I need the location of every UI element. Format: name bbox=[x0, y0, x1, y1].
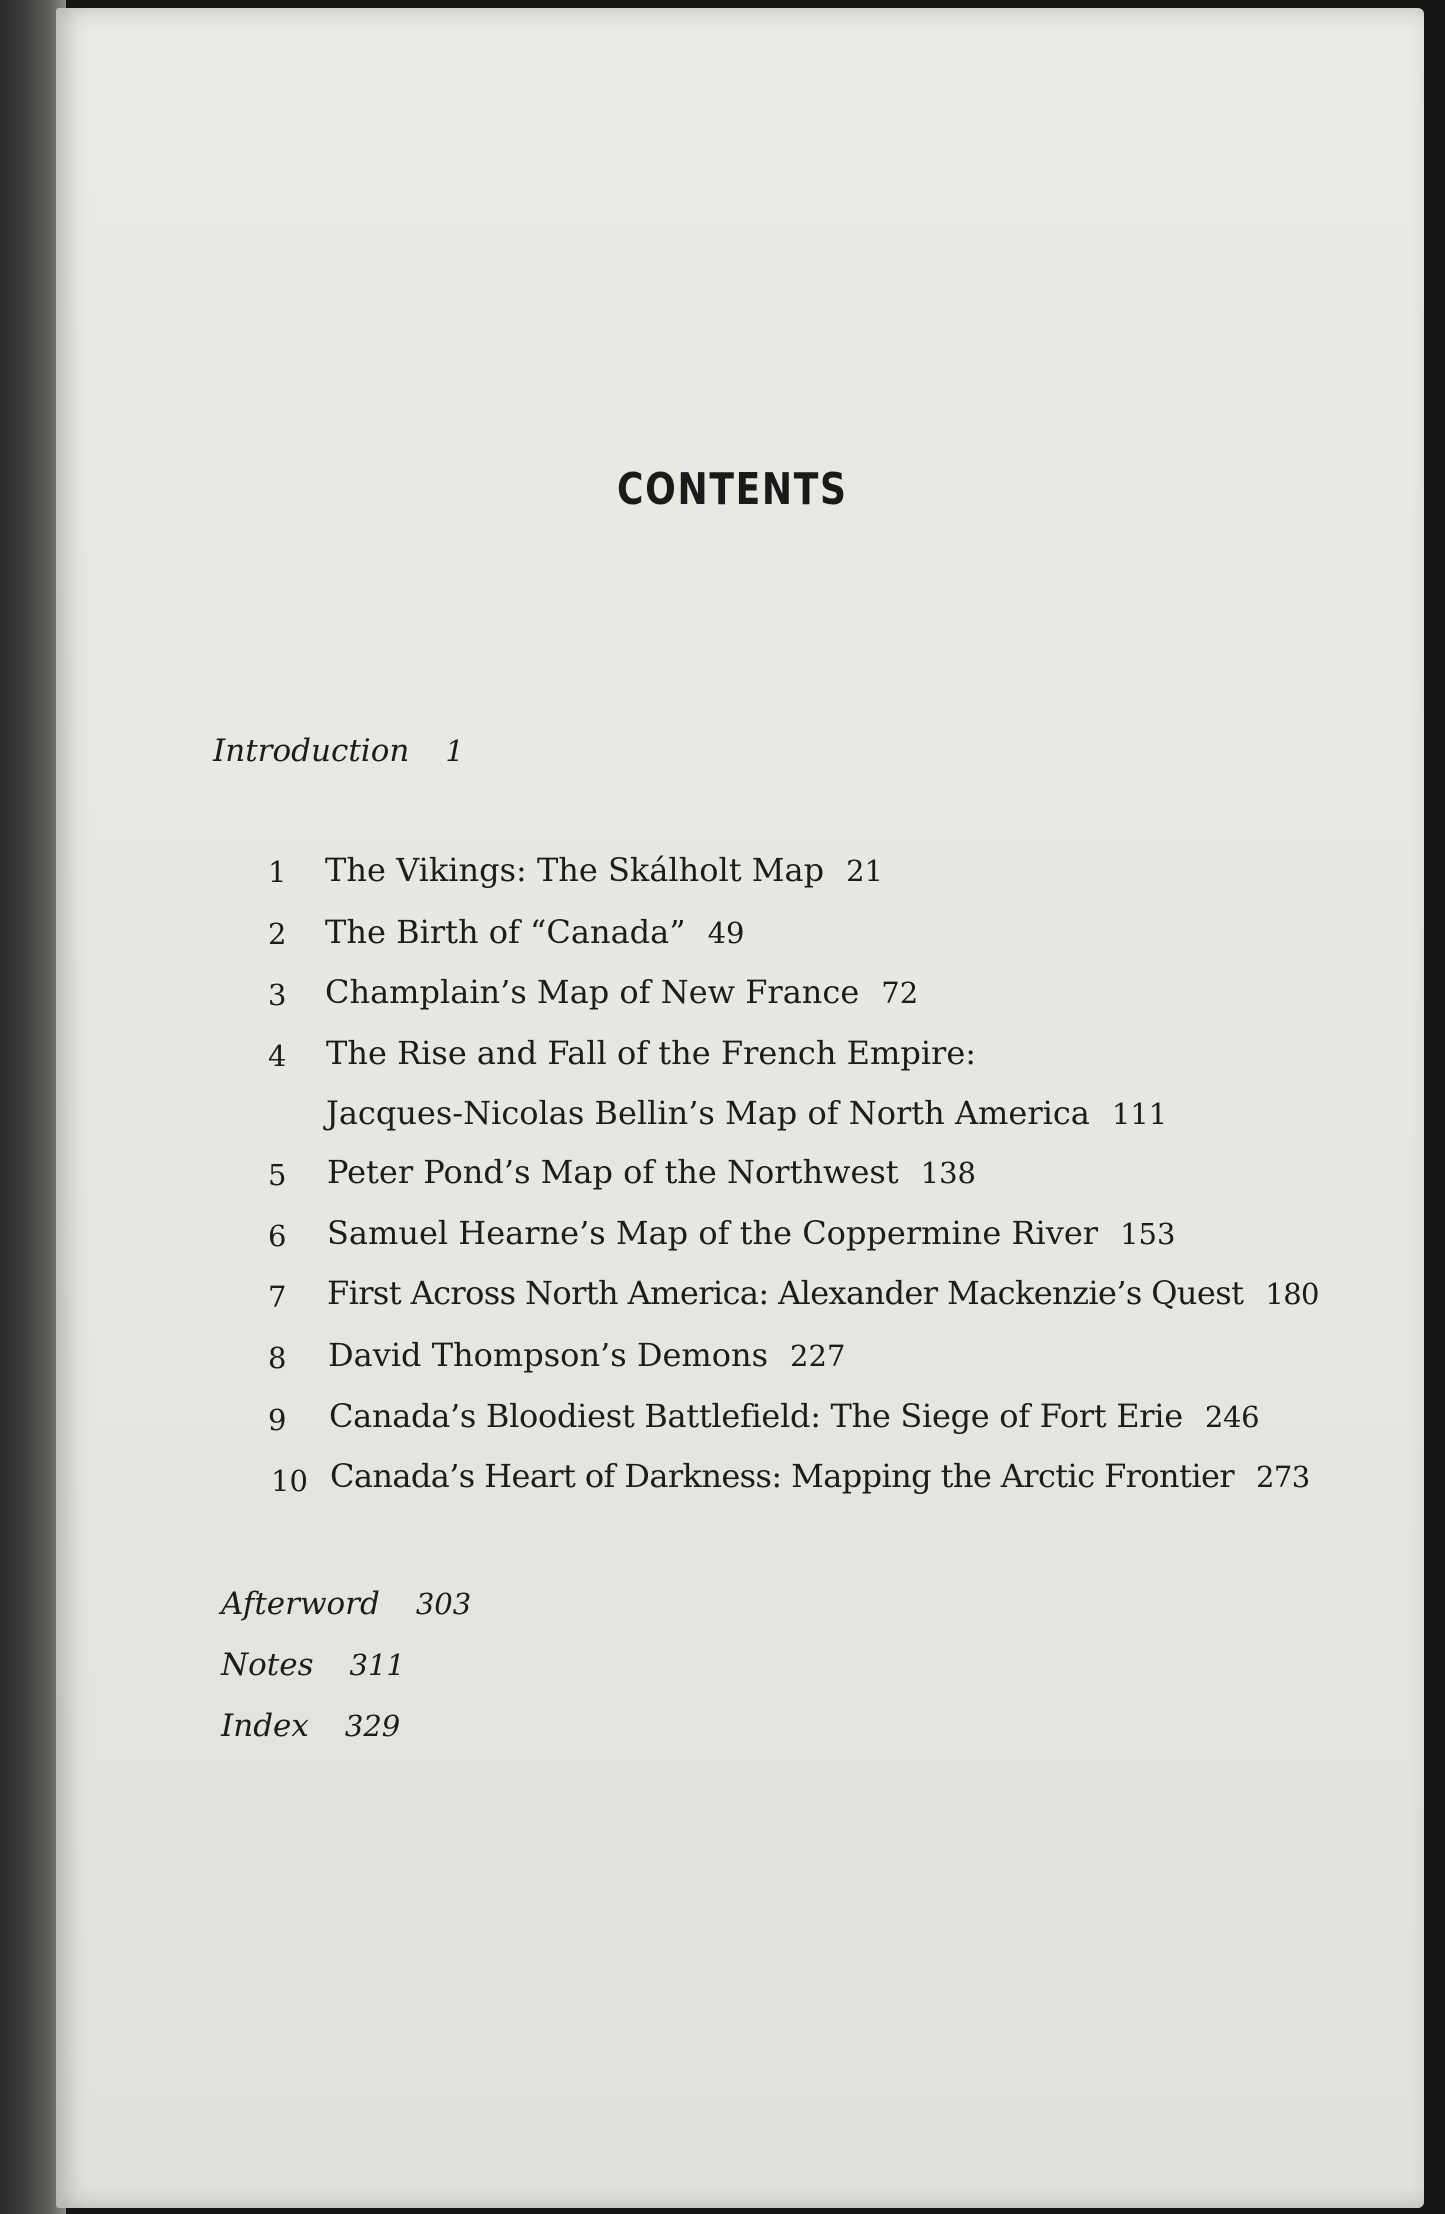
toc-entry-page: 49 bbox=[707, 916, 745, 950]
toc-entry-chapter-4 bbox=[326, 1031, 976, 1075]
toc-entry-title: David Thompson’s Demons bbox=[328, 1336, 769, 1374]
toc-entry-title: Notes bbox=[221, 1647, 314, 1683]
toc-entry-index bbox=[221, 1704, 400, 1748]
chapter-number: 1 bbox=[268, 855, 287, 889]
toc-entry-title: Index bbox=[221, 1708, 309, 1744]
toc-entry-title: The Vikings: The Skálholt Map bbox=[325, 851, 825, 889]
chapter-number: 9 bbox=[268, 1403, 287, 1437]
toc-entry-notes bbox=[221, 1643, 405, 1687]
toc-entry-chapter-5 bbox=[327, 1150, 976, 1195]
chapter-number: 6 bbox=[268, 1219, 287, 1253]
toc-entry-page: 329 bbox=[344, 1709, 401, 1743]
toc-entry-title: Introduction bbox=[213, 733, 410, 769]
toc-entry-chapter-9 bbox=[329, 1394, 1259, 1439]
toc-entry-title: The Birth of “Canada” bbox=[325, 913, 686, 951]
contents-heading: CONTENTS bbox=[617, 464, 848, 515]
chapter-number: 10 bbox=[271, 1464, 308, 1498]
toc-entry-subtitle: Jacques-Nicolas Bellin’s Map of North America bbox=[326, 1094, 1090, 1132]
toc-entry-chapter-8 bbox=[328, 1333, 845, 1378]
toc-entry-page: 180 bbox=[1265, 1277, 1319, 1311]
chapter-number: 8 bbox=[268, 1341, 287, 1375]
toc-entry-chapter-7 bbox=[327, 1271, 1319, 1316]
toc-entry-title: The Rise and Fall of the French Empire: bbox=[326, 1034, 977, 1072]
toc-entry-title: Samuel Hearne’s Map of the Coppermine River bbox=[327, 1214, 1099, 1252]
toc-entry-page: 227 bbox=[790, 1339, 846, 1373]
chapter-number: 5 bbox=[268, 1158, 287, 1192]
toc-entry-page: 138 bbox=[920, 1156, 977, 1190]
toc-entry-page: 246 bbox=[1204, 1400, 1260, 1434]
toc-entry-chapter-6 bbox=[327, 1211, 1175, 1256]
toc-entry-title: Champlain’s Map of New France bbox=[325, 973, 860, 1011]
toc-entry-afterword bbox=[221, 1582, 471, 1626]
toc-entry-chapter-10 bbox=[330, 1454, 1310, 1499]
chapter-number: 4 bbox=[268, 1039, 287, 1073]
chapter-number: 2 bbox=[268, 917, 287, 951]
chapter-number: 7 bbox=[268, 1280, 287, 1314]
toc-entry-page: 72 bbox=[881, 976, 919, 1010]
toc-entry-title: Afterword bbox=[221, 1586, 380, 1622]
toc-entry-title: Peter Pond’s Map of the Northwest bbox=[327, 1153, 899, 1191]
toc-entry-chapter-4-subtitle bbox=[326, 1091, 1167, 1136]
toc-entry-page: 303 bbox=[415, 1587, 472, 1621]
toc-entry-page: 111 bbox=[1111, 1097, 1168, 1131]
toc-entry-page: 153 bbox=[1120, 1217, 1176, 1251]
chapter-number: 3 bbox=[268, 978, 287, 1012]
toc-entry-title: First Across North America: Alexander Mackenzie’s Quest bbox=[327, 1274, 1244, 1312]
toc-entry-page: 1 bbox=[445, 734, 464, 768]
toc-entry-page: 21 bbox=[846, 854, 883, 888]
toc-entry-page: 311 bbox=[349, 1648, 405, 1682]
toc-entry-title: Canada’s Heart of Darkness: Mapping the Arctic Frontier bbox=[330, 1457, 1234, 1495]
toc-entry-chapter-1 bbox=[325, 848, 883, 893]
toc-entry-page: 273 bbox=[1256, 1460, 1310, 1494]
toc-entry-title: Canada’s Bloodiest Battlefield: The Siege of Fort Erie bbox=[329, 1397, 1183, 1435]
toc-entry-chapter-2 bbox=[325, 910, 744, 955]
toc-entry-chapter-3 bbox=[325, 970, 918, 1015]
toc-entry-introduction bbox=[213, 729, 464, 773]
